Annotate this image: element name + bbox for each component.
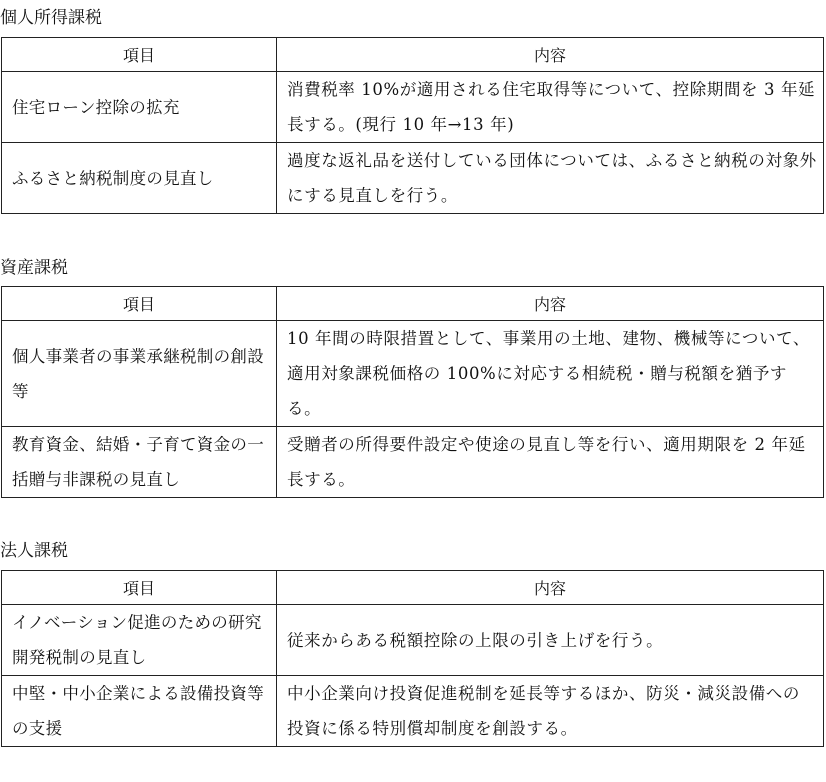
header-item: 項目: [2, 571, 277, 605]
section-title: 資産課税: [0, 258, 68, 278]
item-text: 教育資金、結婚・子育て資金の一括贈与非課税の見直し: [12, 435, 264, 489]
item-text: イノベーション促進のための研究開発税制の見直し: [12, 613, 262, 667]
tax-table: [1, 286, 824, 498]
content-cell: [277, 72, 824, 143]
item-text: 住宅ローン控除の拡充: [12, 97, 180, 117]
item-cell: [2, 676, 277, 747]
item-cell: [2, 143, 277, 214]
table-header-row: [2, 38, 824, 72]
item-cell: [2, 605, 277, 676]
content-cell: [277, 605, 824, 676]
table-row: [2, 427, 824, 498]
table-header-row: [2, 287, 824, 321]
header-item: 項目: [2, 287, 277, 321]
content-text: 過度な返礼品を送付している団体については、ふるさと納税の対象外にする見直しを行う。: [287, 151, 817, 205]
content-cell: [277, 143, 824, 214]
table-row: [2, 605, 824, 676]
table-row: [2, 143, 824, 214]
header-content: 内容: [277, 38, 824, 72]
content-cell: [277, 427, 824, 498]
header-item: 項目: [2, 38, 277, 72]
item-text: ふるさと納税制度の見直し: [12, 168, 214, 188]
tax-table: [1, 37, 824, 214]
content-text: 消費税率 10%が適用される住宅取得等について、控除期間を 3 年延長する。(現行 10 年→13 年): [287, 80, 816, 134]
content-cell: [277, 676, 824, 747]
content-text: 中小企業向け投資促進税制を延長等するほか、防災・減災設備への投資に係る特別償却制度を創設する。: [287, 684, 800, 738]
item-cell: [2, 321, 277, 427]
tax-table: [1, 570, 824, 747]
header-content: 内容: [277, 287, 824, 321]
content-text: 10 年間の時限措置として、事業用の土地、建物、機械等について、適用対象課税価格の 100%に対応する相続税・贈与税額を猶予する。: [287, 329, 810, 418]
item-cell: [2, 72, 277, 143]
content-text: 従来からある税額控除の上限の引き上げを行う。: [287, 630, 664, 650]
header-content: 内容: [277, 571, 824, 605]
table-row: [2, 676, 824, 747]
table-row: [2, 72, 824, 143]
section-title: 個人所得課税: [0, 8, 102, 28]
item-cell: [2, 427, 277, 498]
content-text: 受贈者の所得要件設定や使途の見直し等を行い、適用期限を 2 年延長する。: [287, 435, 806, 489]
content-cell: [277, 321, 824, 427]
table-row: [2, 321, 824, 427]
item-text: 個人事業者の事業承継税制の創設等: [12, 346, 264, 401]
section-title: 法人課税: [0, 541, 68, 561]
table-header-row: [2, 571, 824, 605]
item-text: 中堅・中小企業による設備投資等の支援: [12, 684, 264, 738]
